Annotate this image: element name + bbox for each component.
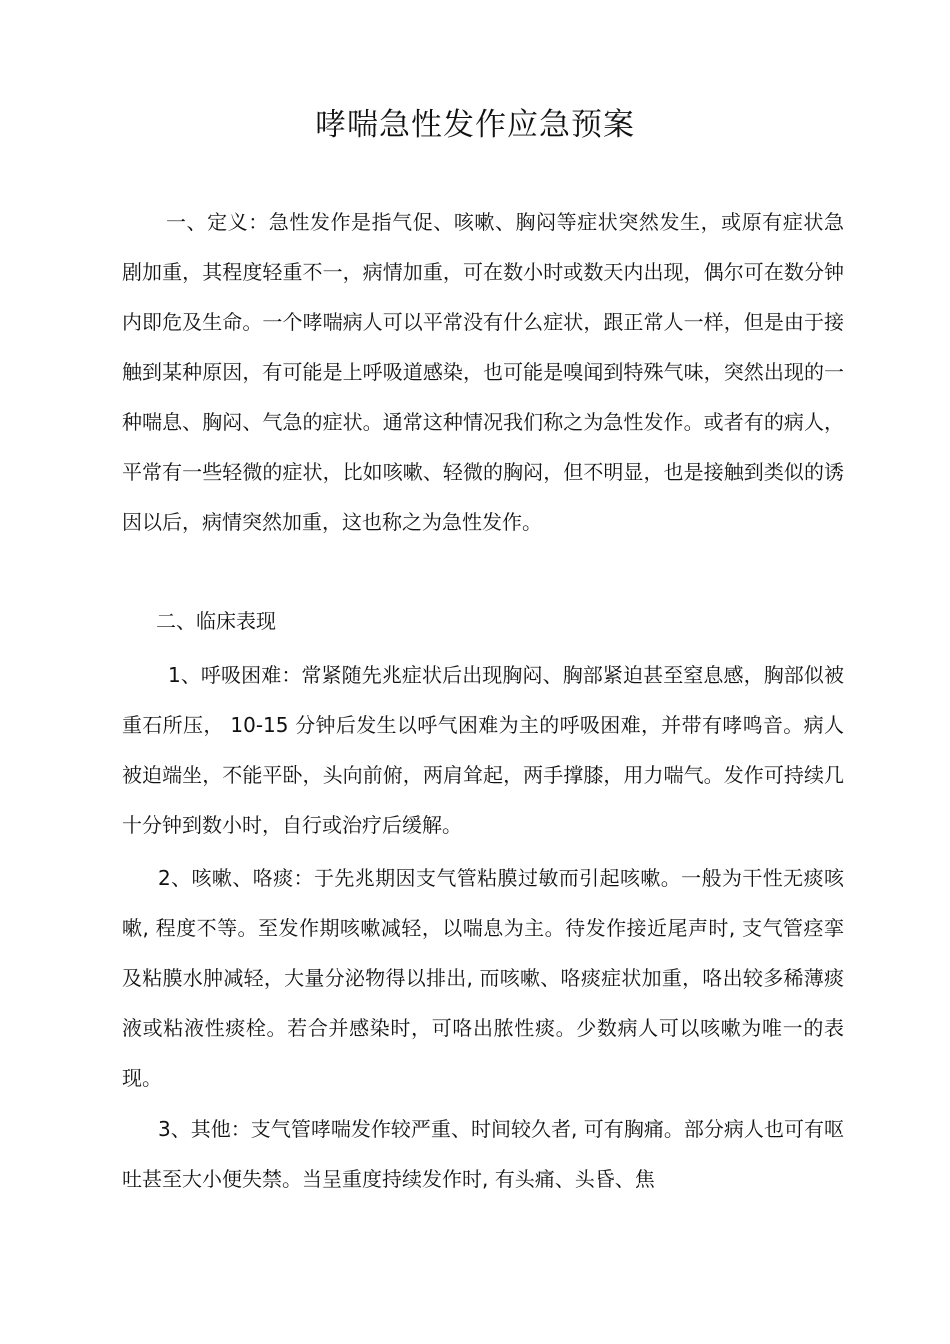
definition-paragraph: 一、定义：急性发作是指气促、咳嗽、胸闷等症状突然发生，或原有症状急剧加重，其程度轻重不一，病情加重，可在数小时或数天内出现，偶尔可在数分钟内即危及生命。一个哮喘病人可以平常没有什么症状，跟正常人一样，但是由于接触到某种原因，有可能是上呼吸道感染，也可能是嗅闻到特殊气味，突然出现的一种喘息、胸闷、气急的症状。通常这种情况我们称之为急性发作。或者有的病人，平常有一些轻微的症状，比如咳嗽、轻微的胸闷，但不明显，也是接触到类似的诱因以后，病情突然加重，这也称之为急性发作。 bbox=[122, 210, 844, 534]
paragraph-cough-sputum: 2、咳嗽、咯痰：于先兆期因支气管粘膜过敏而引起咳嗽。一般为干性无痰咳嗽, 程度不等。至发作期咳嗽减轻，以喘息为主。待发作接近尾声时, 支气管痉挛及粘膜水肿减轻，大量分泌物得以排出, 而咳嗽、咯痰症状加重，咯出较多稀薄痰液或粘液性痰栓。若合并感染时，可咯出脓性痰。少数病人可以咳嗽为唯一的表现。 bbox=[122, 866, 844, 1090]
paragraph-other-symptoms: 3、其他：支气管哮喘发作较严重、时间较久者, 可有胸痛。部分病人也可有呕吐甚至大小便失禁。当呈重度持续发作时, 有头痛、头昏、焦 bbox=[122, 1117, 844, 1191]
definition-section bbox=[122, 197, 844, 547]
document-title: 哮喘急性发作应急预案 bbox=[315, 107, 635, 143]
item-other-section bbox=[122, 1104, 844, 1204]
item-breathing-section bbox=[122, 650, 844, 850]
clinical-heading-section bbox=[122, 596, 844, 646]
paragraph-breathing-difficulty: 1、呼吸困难：常紧随先兆症状后出现胸闷、胸部紧迫甚至窒息感，胸部似被重石所压， 10-15 分钟后发生以呼气困难为主的呼吸困难，并带有哮鸣音。病人被迫端坐，不能平卧，头向前俯，两肩耸起，两手撑膝，用力喘气。发作可持续几十分钟到数小时，自行或治疗后缓解。 bbox=[122, 663, 844, 837]
item-cough-section bbox=[122, 853, 844, 1103]
section-heading-clinical: 二、临床表现 bbox=[156, 609, 276, 633]
